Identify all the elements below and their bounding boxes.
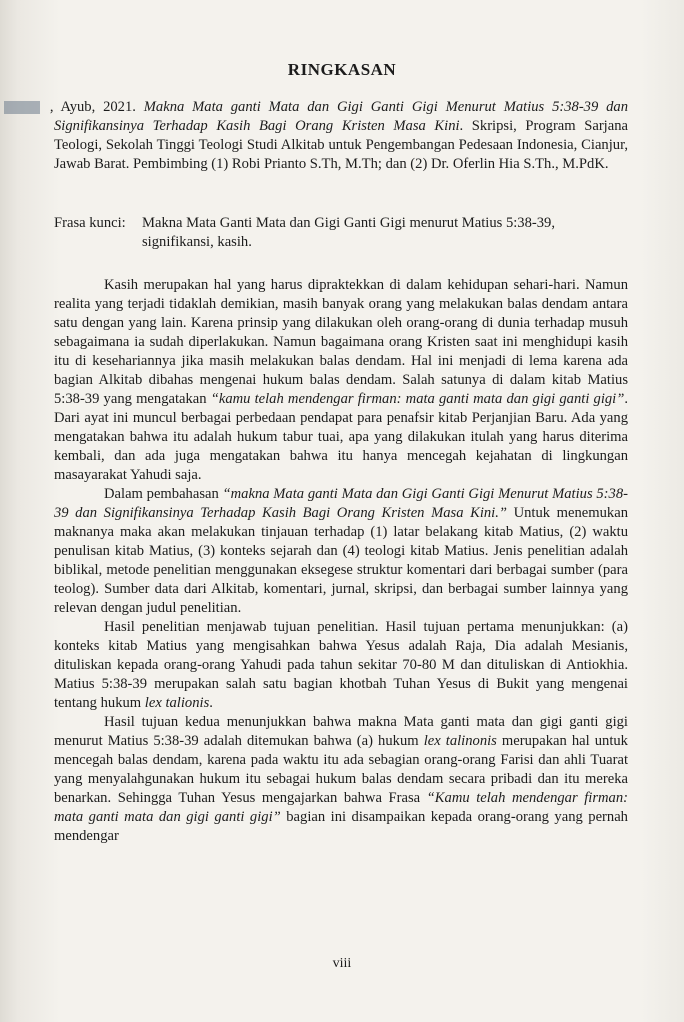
page-number: viii — [332, 956, 352, 971]
reference-year: , Ayub, 2021. — [42, 99, 144, 115]
bibliographic-reference — [42, 98, 628, 174]
paragraph-4: Hasil tujuan kedua menunjukkan bahwa makna Mata ganti mata dan gigi ganti gigi menurut Matius 5:38-39 adalah ditemukan bahwa (a) hukum lex talinonis merupakan hal untuk mencegah balas dendam, karena pada waktu itu ada sebagian orang-orang Farisi dan ahli Tuarat yang menyalahgunakan hukum itu sebagai hukum balas dendam secara pribadi dan itu mereka benarkan. Sehingga Tuhan Yesus mengajarkan bahwa Frasa “Kamu telah mendengar firman: mata ganti mata dan gigi ganti gigi” bagian ini disampaikan kepada orang-orang yang pernah mendengar — [54, 714, 628, 844]
paragraph-2: Dalam pembahasan “makna Mata ganti Mata dan Gigi Ganti Gigi Menurut Matius 5:38-39 dan Signifikansinya Terhadap Kasih Bagi Orang Kristen Masa Kini.” Untuk menemukan maknanya maka akan melakukan tinjauan terhadap (1) latar belakang kitab Matius, (2) waktu penulisan kitab Matius, (3) konteks sejarah dan (4) teologi kitab Matius. Jenis penelitian adalah biblikal, metode penelitian menggunakan eksegese struktur komentari dari berbagai sumber (para teolog). Sumber data dari Alkitab, komentari, jurnal, skripsi, dan berbagai sumber lainnya yang relevan dengan judul penelitian. — [54, 486, 628, 616]
paragraph-1: Kasih merupakan hal yang harus dipraktekkan di dalam kehidupan sehari-hari. Namun realita yang terjadi tidaklah demikian, masih banyak orang yang melakukan balas dendam antara satu dengan yang lain. Karena prinsip yang dilakukan oleh orang-orang di dunia terhadap musuh sebagaimana ia sudah diperlakukan. Namun bagaimana orang Kristen saat ini menghidupi kasih itu di kesehariannya jika masih melakukan balas dendam. Hal ini menjadi di lema karena ada bagian Alkitab dibahas mengenai hukum balas dendam. Salah satunya di dalam kitab Matius 5:38-39 yang mengatakan “kamu telah mendengar firman: mata ganti mata dan gigi ganti gigi”. Dari ayat ini muncul berbagai perbedaan pendapat para penafsir kitab Perjanjian Baru. Ada yang mengatakan bahwa itu adalah hukum tabur tuai, apa yang dilakukan itulah yang harus diterima kembali, dan ada juga mengatakan bahwa itu hanya mencegah kejahatan di lingkungan masayarakat Yahudi saja. — [54, 277, 628, 483]
keywords-label: Frasa kunci: — [54, 215, 126, 231]
smudged-text-mark — [4, 101, 40, 114]
reference-title: Makna Mata ganti Mata dan Gigi Ganti Gigi Menurut Matius 5:38-39 dan Signifikansinya Terhadap Kasih Bagi Orang Kristen Masa Kini — [54, 99, 628, 134]
author-name — [4, 99, 42, 115]
keywords-value: Makna Mata Ganti Mata dan Gigi Ganti Gigi menurut Matius 5:38-39, signifikansi, kasih. — [142, 215, 556, 250]
keywords — [54, 214, 628, 252]
reference-details: . Skripsi, Program Sarjana Teologi, Sekolah Tinggi Teologi Studi Alkitab untuk Pengembangan Pedesaan Indonesia, Cianjur, Jawab Barat. Pembimbing (1) Robi Prianto S.Th, M.Th; dan (2) Dr. Oferlin Hia S.Th., M.PdK. — [54, 118, 628, 172]
paragraph-3: Hasil penelitian menjawab tujuan penelitian. Hasil tujuan pertama menunjukkan: (a) konteks kitab Matius yang mengisahkan bahwa Yesus adalah Raja, Dia adalah Mesianis, dituliskan kepada orang-orang Yahudi pada tahun sekitar 70-80 M dan dituliskan di Antiokhia. Matius 5:38-39 merupakan salah satu bagian khotbah Tuhan Yesus di Bukit yang mengenai tentang hukum lex talionis. — [54, 619, 628, 711]
summary-body — [54, 276, 628, 846]
page-title: RINGKASAN — [287, 60, 397, 79]
